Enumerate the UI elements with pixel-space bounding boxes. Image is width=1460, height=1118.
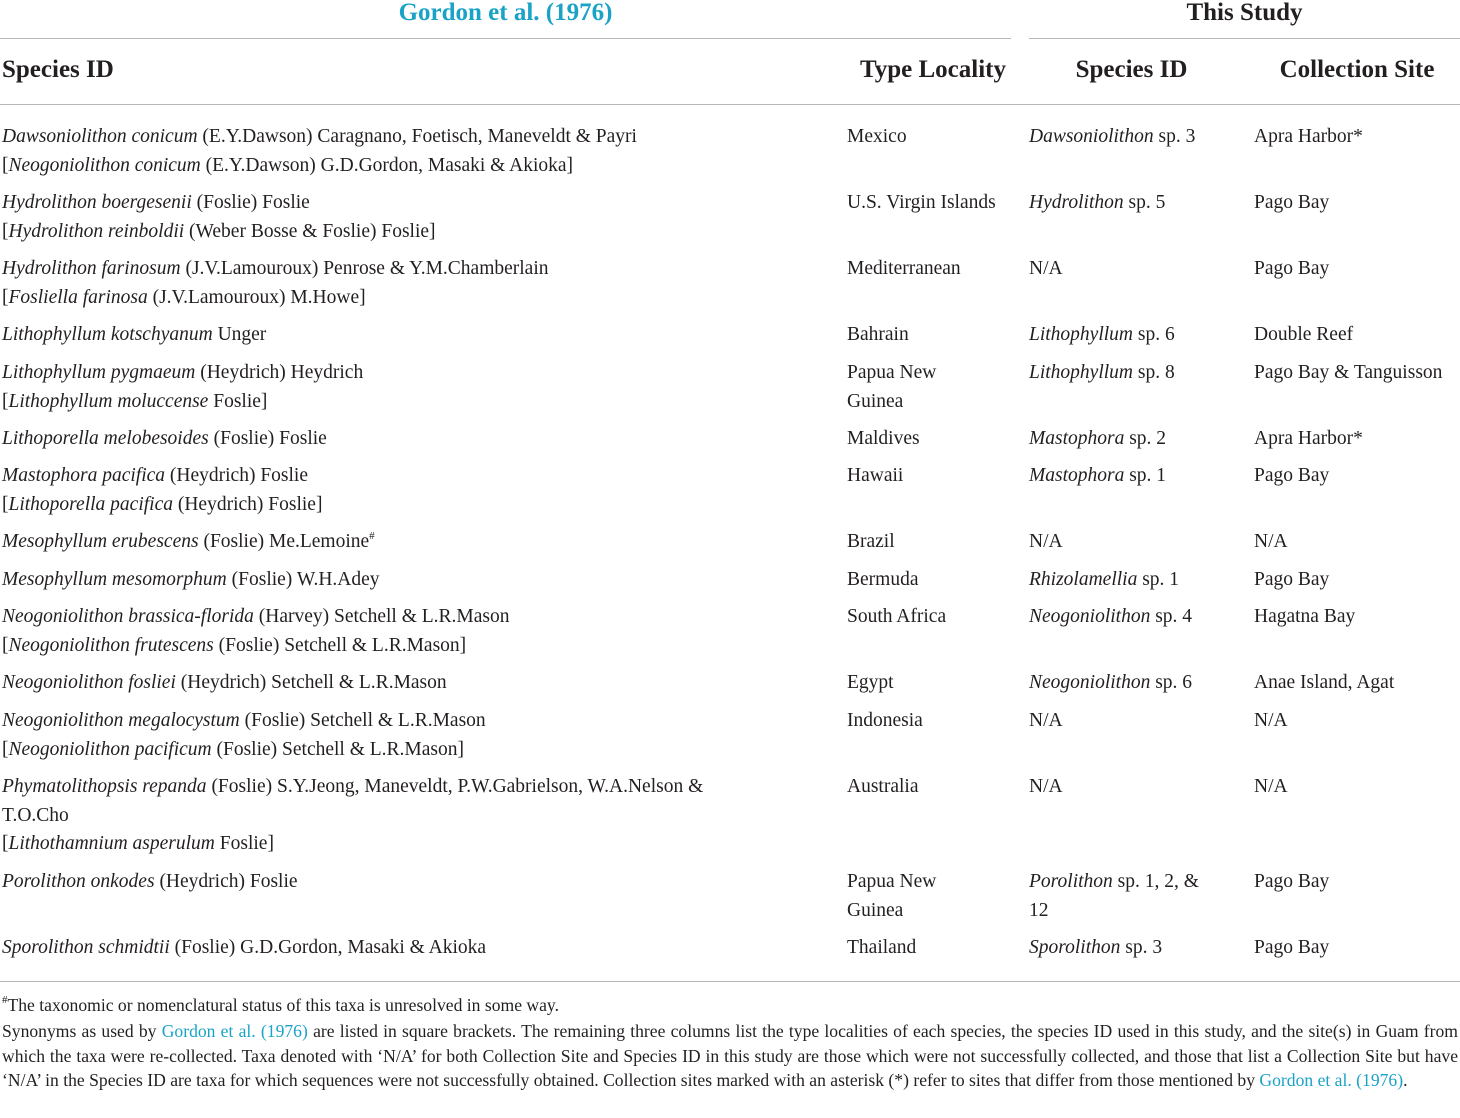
text-segment: (Foslie) Foslie bbox=[208, 428, 327, 449]
taxon-name: Neogoniolithon brassica-florida bbox=[2, 606, 254, 627]
col-header-species-id: Species ID bbox=[2, 56, 114, 83]
cell-type-locality bbox=[847, 934, 916, 963]
taxon-name: Neogoniolithon pacificum bbox=[8, 738, 212, 760]
site-line: N/A bbox=[1254, 776, 1288, 797]
species-line bbox=[2, 736, 486, 765]
taxon-name: Mesophyllum mesomorphum bbox=[2, 569, 227, 590]
cell-species bbox=[2, 189, 436, 246]
taxon-name: Mastophora pacifica bbox=[2, 465, 166, 486]
locality-line: Bermuda bbox=[847, 569, 919, 590]
text-segment: N/A bbox=[1029, 776, 1063, 797]
cell-type-locality bbox=[847, 462, 903, 491]
cell-type-locality bbox=[847, 603, 946, 632]
locality-line: Mexico bbox=[847, 126, 907, 147]
study-id-line bbox=[1029, 528, 1063, 557]
species-line bbox=[2, 189, 436, 218]
citation-link[interactable]: Gordon et al. (1976) bbox=[1259, 1070, 1404, 1090]
study-id-line bbox=[1029, 868, 1199, 897]
species-line bbox=[2, 528, 375, 557]
cell-study-species-id bbox=[1029, 123, 1195, 152]
locality-line: Papua New bbox=[847, 362, 937, 383]
col-header-collection-site: Collection Site bbox=[1279, 56, 1435, 83]
cell-species bbox=[2, 773, 703, 859]
text-segment: sp. 1, 2, & bbox=[1112, 871, 1199, 892]
cell-species bbox=[2, 255, 549, 312]
taxon-name: Fosliella farinosa bbox=[8, 286, 148, 308]
taxon-name: Neogoniolithon megalocystum bbox=[2, 710, 240, 731]
taxon-name: Rhizolamellia bbox=[1029, 569, 1138, 590]
cell-type-locality bbox=[847, 566, 918, 595]
text-segment: (Foslie) Setchell & L.R.Mason bbox=[239, 710, 486, 731]
cell-collection-site bbox=[1254, 462, 1329, 491]
species-line bbox=[2, 425, 327, 454]
text-segment: T.O.Cho bbox=[2, 804, 69, 826]
locality-line: Mediterranean bbox=[847, 258, 961, 279]
text-segment: (Heydrich) Foslie bbox=[165, 465, 308, 486]
text-segment: Unger bbox=[212, 324, 267, 345]
cell-collection-site bbox=[1254, 669, 1394, 698]
site-line: N/A bbox=[1254, 531, 1288, 552]
group-header-gordon[interactable]: Gordon et al. (1976) bbox=[398, 0, 613, 26]
text-segment: [ bbox=[2, 286, 9, 308]
locality-line: Maldives bbox=[847, 428, 920, 449]
locality-line: South Africa bbox=[847, 606, 947, 627]
cell-collection-site bbox=[1254, 189, 1329, 218]
species-line bbox=[2, 321, 266, 350]
taxon-name: Lithothamnium asperulum bbox=[8, 833, 215, 854]
cell-type-locality bbox=[847, 321, 909, 350]
cell-study-species-id bbox=[1029, 462, 1166, 491]
text-segment: [ bbox=[2, 493, 9, 515]
cell-type-locality bbox=[847, 528, 895, 557]
taxon-name: Sporolithon bbox=[1029, 937, 1121, 958]
site-line: Double Reef bbox=[1254, 324, 1354, 345]
study-id-line bbox=[1029, 773, 1063, 802]
taxon-name: Neogoniolithon bbox=[1029, 672, 1151, 693]
study-id-line bbox=[1029, 425, 1166, 454]
taxon-name: Phymatolithopsis repanda bbox=[2, 776, 207, 797]
species-line bbox=[2, 284, 549, 313]
study-id-line bbox=[1029, 123, 1195, 152]
cell-study-species-id bbox=[1029, 868, 1199, 925]
cell-type-locality bbox=[847, 773, 918, 802]
cell-study-species-id bbox=[1029, 707, 1063, 736]
taxon-name: Sporolithon schmidtii bbox=[2, 937, 170, 958]
site-line: Hagatna Bay bbox=[1254, 606, 1356, 627]
species-line bbox=[2, 707, 486, 736]
study-id-line bbox=[1029, 462, 1166, 491]
cell-study-species-id bbox=[1029, 566, 1179, 595]
text-segment: (Foslie) S.Y.Jeong, Maneveldt, P.W.Gabrielson, W.A.Nelson & bbox=[206, 776, 704, 797]
text-segment: sp. 6 bbox=[1150, 672, 1193, 693]
species-line bbox=[2, 632, 510, 661]
cell-collection-site bbox=[1254, 359, 1442, 388]
cell-type-locality bbox=[847, 669, 894, 698]
text-segment: sp. 5 bbox=[1123, 192, 1166, 213]
taxon-name: Neogoniolithon bbox=[1029, 606, 1151, 627]
cell-species bbox=[2, 462, 322, 519]
species-line bbox=[2, 388, 363, 417]
table-bottom-rule bbox=[0, 981, 1460, 982]
cell-species bbox=[2, 934, 486, 963]
text-segment: 12 bbox=[1029, 899, 1049, 921]
site-line: Pago Bay bbox=[1254, 937, 1330, 958]
footnote-synonyms bbox=[2, 1019, 1458, 1093]
cell-species bbox=[2, 321, 266, 350]
site-line: Pago Bay bbox=[1254, 258, 1330, 279]
site-line: Pago Bay & Tanguisson bbox=[1254, 362, 1443, 383]
footnote-hash-text: The taxonomic or nomenclatural status of this taxa is unresolved in some way. bbox=[7, 995, 559, 1015]
study-id-line bbox=[1029, 707, 1063, 736]
cell-study-species-id bbox=[1029, 934, 1162, 963]
text-segment: (Harvey) Setchell & L.R.Mason bbox=[253, 606, 510, 627]
footnote-marker: # bbox=[369, 530, 375, 542]
taxon-name: Hydrolithon reinboldii bbox=[8, 220, 185, 242]
locality-line: Guinea bbox=[847, 899, 904, 921]
text-segment: sp. 1 bbox=[1137, 569, 1180, 590]
cell-collection-site bbox=[1254, 773, 1288, 802]
cell-study-species-id bbox=[1029, 528, 1063, 557]
footnote-text: Synonyms as used by bbox=[2, 1021, 162, 1041]
study-id-line bbox=[1029, 603, 1192, 632]
col-header-type-locality: Type Locality bbox=[859, 56, 1006, 83]
cell-study-species-id bbox=[1029, 603, 1192, 632]
study-id-line bbox=[1029, 669, 1192, 698]
cell-type-locality bbox=[847, 189, 996, 218]
taxon-name: Lithoporella pacifica bbox=[8, 493, 173, 515]
cell-collection-site bbox=[1254, 321, 1353, 350]
cell-collection-site bbox=[1254, 255, 1329, 284]
text-segment: N/A bbox=[1029, 531, 1063, 552]
cell-species bbox=[2, 669, 447, 698]
text-segment: (Heydrich) Foslie bbox=[154, 871, 298, 892]
study-id-line bbox=[1029, 359, 1175, 388]
cell-type-locality bbox=[847, 425, 920, 454]
site-line: Anae Island, Agat bbox=[1254, 672, 1395, 693]
species-line bbox=[2, 603, 510, 632]
species-line bbox=[2, 491, 322, 520]
taxon-name: Porolithon onkodes bbox=[2, 871, 155, 892]
cell-collection-site bbox=[1254, 707, 1288, 736]
text-segment: (J.V.Lamouroux) M.Howe] bbox=[147, 286, 366, 308]
cell-collection-site bbox=[1254, 603, 1355, 632]
footnote-text: . bbox=[1403, 1070, 1408, 1090]
site-line: Apra Harbor* bbox=[1254, 428, 1363, 449]
taxon-name: Neogoniolithon frutescens bbox=[8, 634, 214, 656]
text-segment: sp. 3 bbox=[1153, 126, 1196, 147]
cell-type-locality bbox=[847, 359, 936, 416]
study-id-line bbox=[1029, 321, 1175, 350]
locality-line: Guinea bbox=[847, 390, 904, 412]
col-header-study-species-id: Species ID bbox=[1075, 56, 1188, 83]
locality-line: Australia bbox=[847, 776, 919, 797]
cell-species bbox=[2, 425, 327, 454]
species-line bbox=[2, 802, 703, 831]
taxon-name: Lithophyllum kotschyanum bbox=[2, 324, 213, 345]
cell-type-locality bbox=[847, 707, 923, 736]
cell-type-locality bbox=[847, 255, 961, 284]
cell-species bbox=[2, 603, 510, 660]
text-segment: (Foslie) Foslie bbox=[191, 192, 310, 213]
taxon-name: Lithophyllum pygmaeum bbox=[2, 362, 196, 383]
study-id-line bbox=[1029, 255, 1063, 284]
cell-species bbox=[2, 707, 486, 764]
taxon-name: Hydrolithon boergesenii bbox=[2, 192, 192, 213]
cell-species bbox=[2, 359, 363, 416]
locality-line: Hawaii bbox=[847, 465, 904, 486]
site-line: N/A bbox=[1254, 710, 1288, 731]
citation-link[interactable]: Gordon et al. (1976) bbox=[161, 1021, 308, 1041]
cell-study-species-id bbox=[1029, 255, 1063, 284]
text-segment: (Foslie) Setchell & L.R.Mason] bbox=[213, 634, 467, 656]
cell-collection-site bbox=[1254, 934, 1329, 963]
taxon-name: Neogoniolithon conicum bbox=[8, 154, 201, 176]
site-line: Pago Bay bbox=[1254, 871, 1330, 892]
species-line bbox=[2, 669, 447, 698]
taxon-name: Mastophora bbox=[1029, 465, 1125, 486]
cell-type-locality bbox=[847, 868, 936, 925]
text-segment: N/A bbox=[1029, 258, 1063, 279]
taxon-name: Dawsoniolithon conicum bbox=[2, 126, 198, 147]
text-segment: sp. 1 bbox=[1124, 465, 1167, 486]
taxon-name: Neogoniolithon fosliei bbox=[2, 672, 176, 693]
taxon-name: Mesophyllum erubescens bbox=[2, 531, 199, 552]
cell-species bbox=[2, 123, 637, 180]
cell-collection-site bbox=[1254, 528, 1288, 557]
cell-study-species-id bbox=[1029, 189, 1165, 218]
taxon-name: Lithoporella melobesoides bbox=[2, 428, 209, 449]
text-segment: (E.Y.Dawson) Caragnano, Foetisch, Maneveldt & Payri bbox=[197, 126, 637, 147]
species-line bbox=[2, 123, 637, 152]
cell-study-species-id bbox=[1029, 669, 1192, 698]
locality-line: Indonesia bbox=[847, 710, 923, 731]
taxon-name: Lithophyllum bbox=[1029, 324, 1134, 345]
text-segment: (Foslie) Me.Lemoine bbox=[198, 531, 370, 552]
locality-line: Bahrain bbox=[847, 324, 909, 345]
group-header-this-study: This Study bbox=[1186, 0, 1303, 26]
cell-species bbox=[2, 528, 375, 557]
study-id-line bbox=[1029, 897, 1199, 926]
text-segment: sp. 8 bbox=[1133, 362, 1175, 383]
species-line bbox=[2, 830, 703, 859]
text-segment: sp. 3 bbox=[1120, 937, 1163, 958]
site-line: Apra Harbor* bbox=[1254, 126, 1363, 147]
cell-study-species-id bbox=[1029, 321, 1175, 350]
site-line: Pago Bay bbox=[1254, 192, 1330, 213]
site-line: Pago Bay bbox=[1254, 465, 1330, 486]
text-segment: sp. 2 bbox=[1124, 428, 1167, 449]
text-segment: [ bbox=[2, 833, 9, 854]
species-line bbox=[2, 462, 322, 491]
text-segment: (Heydrich) Foslie] bbox=[172, 493, 323, 515]
taxon-name: Lithophyllum bbox=[1029, 362, 1134, 383]
species-line bbox=[2, 566, 380, 595]
footnote-hash-mark: # bbox=[2, 994, 8, 1006]
text-segment: [ bbox=[2, 220, 9, 242]
taxon-name: Hydrolithon farinosum bbox=[2, 258, 181, 279]
text-segment: N/A bbox=[1029, 710, 1063, 731]
text-segment: Foslie] bbox=[214, 833, 274, 854]
study-id-line bbox=[1029, 566, 1179, 595]
taxon-name: Mastophora bbox=[1029, 428, 1125, 449]
site-line: Pago Bay bbox=[1254, 569, 1330, 590]
taxon-name: Porolithon bbox=[1029, 871, 1113, 892]
species-line bbox=[2, 773, 703, 802]
taxon-name: Lithophyllum moluccense bbox=[8, 390, 209, 412]
study-id-line bbox=[1029, 934, 1162, 963]
cell-species bbox=[2, 868, 298, 897]
text-segment: [ bbox=[2, 154, 9, 176]
text-segment: (Foslie) G.D.Gordon, Masaki & Akioka bbox=[169, 937, 487, 958]
text-segment: (E.Y.Dawson) G.D.Gordon, Masaki & Akioka] bbox=[200, 154, 574, 176]
locality-line: U.S. Virgin Islands bbox=[847, 192, 996, 213]
text-segment: (Heydrich) Setchell & L.R.Mason bbox=[175, 672, 447, 693]
text-segment: (Foslie) W.H.Adey bbox=[226, 569, 380, 590]
cell-type-locality bbox=[847, 123, 907, 152]
text-segment: (Weber Bosse & Foslie) Foslie] bbox=[184, 220, 436, 242]
text-segment: sp. 6 bbox=[1133, 324, 1175, 345]
footnote-hash bbox=[2, 993, 1458, 1018]
cell-study-species-id bbox=[1029, 425, 1166, 454]
locality-line: Papua New bbox=[847, 871, 937, 892]
cell-collection-site bbox=[1254, 566, 1329, 595]
cell-collection-site bbox=[1254, 868, 1329, 897]
text-segment: (Heydrich) Heydrich bbox=[195, 362, 364, 383]
species-line bbox=[2, 255, 549, 284]
locality-line: Thailand bbox=[847, 937, 917, 958]
text-segment: (Foslie) Setchell & L.R.Mason] bbox=[211, 738, 464, 760]
text-segment: (J.V.Lamouroux) Penrose & Y.M.Chamberlain bbox=[180, 258, 549, 279]
taxon-name: Hydrolithon bbox=[1029, 192, 1124, 213]
text-segment: [ bbox=[2, 390, 9, 412]
species-line bbox=[2, 359, 363, 388]
locality-line: Brazil bbox=[847, 531, 895, 552]
text-segment: [ bbox=[2, 738, 9, 760]
cell-study-species-id bbox=[1029, 359, 1175, 388]
text-segment: sp. 4 bbox=[1150, 606, 1193, 627]
text-segment: [ bbox=[2, 634, 9, 656]
species-line bbox=[2, 934, 486, 963]
species-line bbox=[2, 868, 298, 897]
species-line bbox=[2, 218, 436, 247]
study-id-line bbox=[1029, 189, 1165, 218]
cell-study-species-id bbox=[1029, 773, 1063, 802]
footnote-text: are listed in square brackets. The remaining three columns list the type localities of each species, the species ID used in this study, and the site(s) in Guam from which the taxa were re-collected. Taxa denoted with ‘N/A’ for both Collection Site and Species ID in this study are those which were not successfully collected, and those that list a Collection Site but have ‘N/A’ in the Species ID are taxa for which sequences were not successfully obtained. Collection sites marked with an asterisk (*) refer to sites that differ from those mentioned by bbox=[2, 1021, 1458, 1090]
cell-collection-site bbox=[1254, 425, 1363, 454]
locality-line: Egypt bbox=[847, 672, 894, 693]
taxon-name: Dawsoniolithon bbox=[1029, 126, 1154, 147]
cell-species bbox=[2, 566, 380, 595]
text-segment: Foslie] bbox=[208, 390, 268, 412]
species-line bbox=[2, 152, 637, 181]
cell-collection-site bbox=[1254, 123, 1363, 152]
